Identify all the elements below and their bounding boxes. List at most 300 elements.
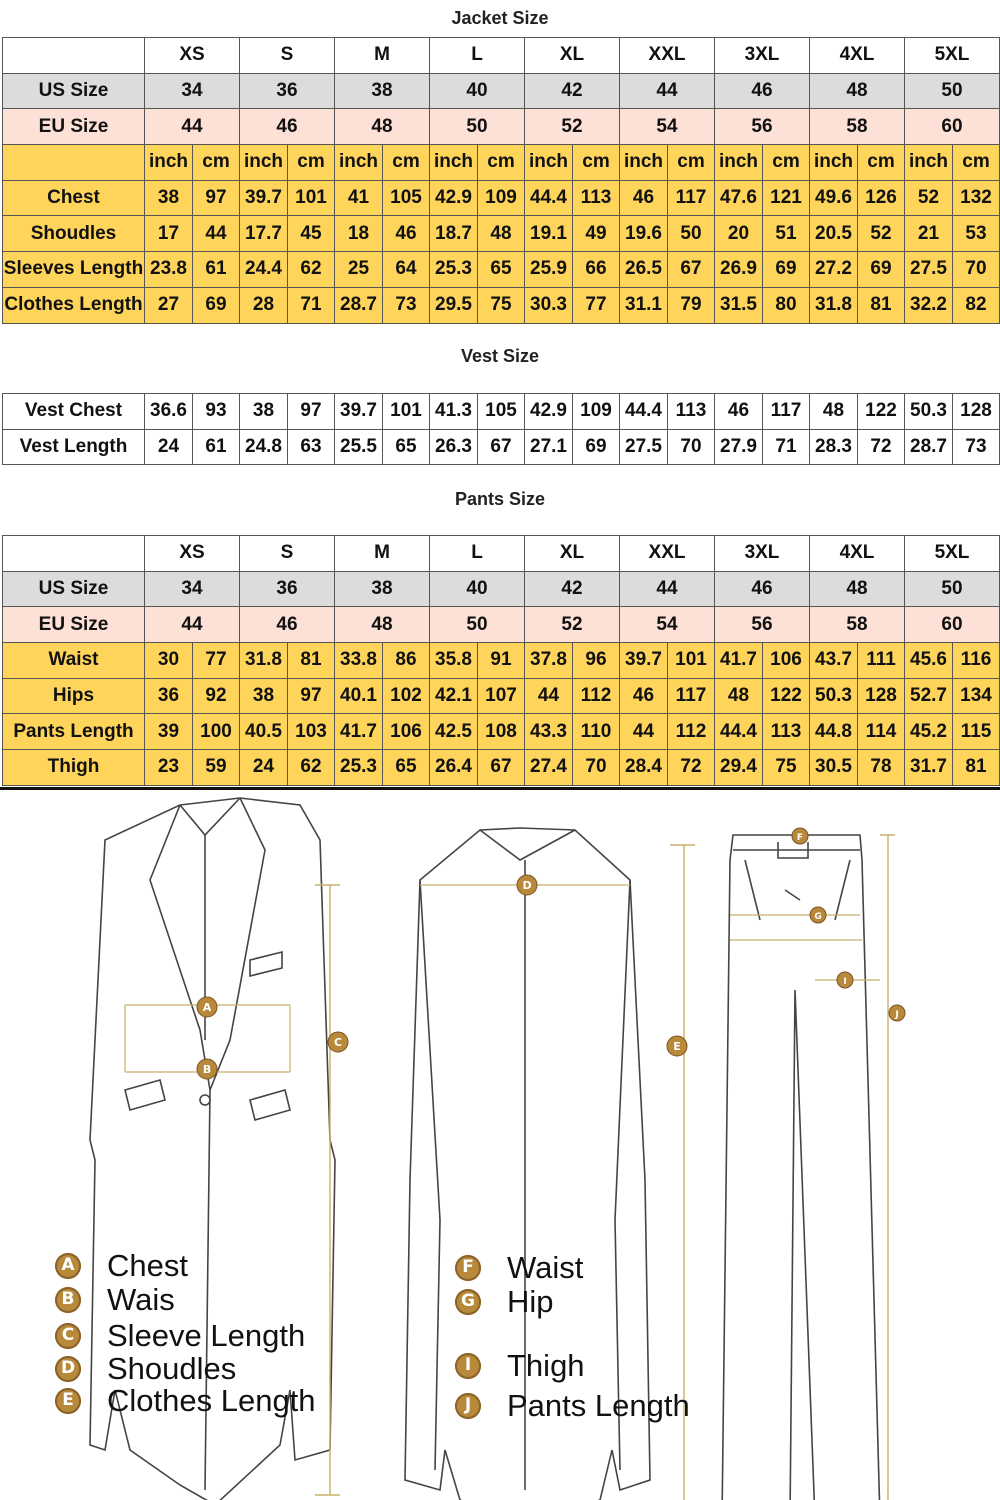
unit-header: cm bbox=[288, 145, 335, 181]
measurement-cell: 31.8 bbox=[240, 643, 288, 679]
measurement-cell: 38 bbox=[145, 180, 193, 216]
size-header: XS bbox=[145, 38, 240, 74]
measurement-cell: 46 bbox=[383, 216, 430, 252]
measurement-cell: 35.8 bbox=[430, 643, 478, 679]
svg-text:B: B bbox=[202, 1063, 212, 1076]
eu-size-cell: 54 bbox=[620, 607, 715, 643]
measurement-cell: 67 bbox=[668, 252, 715, 288]
measurement-cell: 81 bbox=[953, 750, 1000, 786]
measurement-cell: 62 bbox=[288, 750, 335, 786]
units-label-cell bbox=[3, 145, 145, 181]
measurement-cell: 86 bbox=[383, 643, 430, 679]
legend-item-d: D Shoudles bbox=[55, 1353, 236, 1384]
measurement-cell: 19.6 bbox=[620, 216, 668, 252]
measurement-cell: 53 bbox=[953, 216, 1000, 252]
us-size-cell: 46 bbox=[715, 571, 810, 607]
row-label: Vest Length bbox=[3, 429, 145, 465]
measurement-cell: 101 bbox=[288, 180, 335, 216]
measurement-cell: 70 bbox=[668, 429, 715, 465]
measurement-cell: 73 bbox=[383, 287, 430, 323]
measurement-cell: 117 bbox=[668, 678, 715, 714]
row-label: US Size bbox=[3, 73, 145, 109]
size-header: XL bbox=[525, 536, 620, 572]
row-label: Clothes Length bbox=[3, 287, 145, 323]
unit-header: inch bbox=[620, 145, 668, 181]
measurement-cell: 64 bbox=[383, 252, 430, 288]
measurement-cell: 45.6 bbox=[905, 643, 953, 679]
measurement-cell: 36 bbox=[145, 678, 193, 714]
measurement-cell: 51 bbox=[763, 216, 810, 252]
legend-item-f: F Waist bbox=[455, 1252, 583, 1283]
measurement-cell: 109 bbox=[478, 180, 525, 216]
legend-item-a: A Chest bbox=[55, 1250, 188, 1281]
measurement-cell: 44 bbox=[620, 714, 668, 750]
measurement-cell: 39.7 bbox=[240, 180, 288, 216]
measurement-cell: 31.1 bbox=[620, 287, 668, 323]
measurement-cell: 62 bbox=[288, 252, 335, 288]
measurement-cell: 101 bbox=[668, 643, 715, 679]
measurement-cell: 42.9 bbox=[525, 394, 573, 430]
measurement-cell: 117 bbox=[763, 394, 810, 430]
eu-size-cell: 50 bbox=[430, 607, 525, 643]
size-header: 3XL bbox=[715, 536, 810, 572]
unit-header: inch bbox=[905, 145, 953, 181]
measurement-cell: 80 bbox=[763, 287, 810, 323]
measurement-cell: 45 bbox=[288, 216, 335, 252]
measurement-cell: 66 bbox=[573, 252, 620, 288]
jacket-back-drawing bbox=[405, 828, 695, 1500]
measurement-cell: 44 bbox=[193, 216, 240, 252]
measurement-cell: 36.6 bbox=[145, 394, 193, 430]
measurement-cell: 39.7 bbox=[335, 394, 383, 430]
measurement-cell: 43.7 bbox=[810, 643, 858, 679]
unit-header: inch bbox=[335, 145, 383, 181]
marker-f bbox=[792, 828, 808, 844]
size-header: XS bbox=[145, 536, 240, 572]
us-size-cell: 40 bbox=[430, 73, 525, 109]
unit-header: cm bbox=[953, 145, 1000, 181]
svg-text:I: I bbox=[843, 977, 847, 987]
measurement-cell: 117 bbox=[668, 180, 715, 216]
measurement-cell: 30.3 bbox=[525, 287, 573, 323]
us-size-cell: 50 bbox=[905, 571, 1000, 607]
marker-b bbox=[197, 1059, 217, 1079]
measurement-cell: 25 bbox=[335, 252, 383, 288]
measurement-cell: 42.9 bbox=[430, 180, 478, 216]
measurement-cell: 27.5 bbox=[905, 252, 953, 288]
svg-text:C: C bbox=[333, 1036, 343, 1049]
measurement-cell: 65 bbox=[478, 252, 525, 288]
measurement-cell: 70 bbox=[953, 252, 1000, 288]
row-label: Sleeves Length bbox=[3, 252, 145, 288]
unit-header: inch bbox=[240, 145, 288, 181]
measurement-cell: 105 bbox=[478, 394, 525, 430]
measurement-cell: 27 bbox=[145, 287, 193, 323]
us-size-cell: 34 bbox=[145, 571, 240, 607]
measurement-cell: 61 bbox=[193, 429, 240, 465]
measurement-cell: 114 bbox=[858, 714, 905, 750]
measurement-cell: 27.9 bbox=[715, 429, 763, 465]
measurement-cell: 41 bbox=[335, 180, 383, 216]
measurement-cell: 69 bbox=[573, 429, 620, 465]
measurement-cell: 24.4 bbox=[240, 252, 288, 288]
measurement-cell: 63 bbox=[288, 429, 335, 465]
unit-header: cm bbox=[668, 145, 715, 181]
measurement-cell: 46 bbox=[620, 180, 668, 216]
unit-header: inch bbox=[430, 145, 478, 181]
measurement-cell: 44.4 bbox=[525, 180, 573, 216]
marker-c bbox=[328, 1032, 348, 1052]
measurement-cell: 128 bbox=[953, 394, 1000, 430]
measurement-cell: 48 bbox=[810, 394, 858, 430]
size-header: 4XL bbox=[810, 38, 905, 74]
measurement-cell: 61 bbox=[193, 252, 240, 288]
pants-size-table bbox=[2, 535, 1000, 786]
measurement-cell: 27.4 bbox=[525, 750, 573, 786]
measurement-cell: 69 bbox=[193, 287, 240, 323]
measurement-cell: 47.6 bbox=[715, 180, 763, 216]
unit-header: inch bbox=[715, 145, 763, 181]
row-label: EU Size bbox=[3, 607, 145, 643]
measurement-cell: 25.3 bbox=[430, 252, 478, 288]
row-label: Vest Chest bbox=[3, 394, 145, 430]
measurement-cell: 28.7 bbox=[335, 287, 383, 323]
measurement-cell: 108 bbox=[478, 714, 525, 750]
measurement-cell: 121 bbox=[763, 180, 810, 216]
vest-size-table bbox=[2, 393, 1000, 465]
size-header: XL bbox=[525, 38, 620, 74]
measurement-cell: 115 bbox=[953, 714, 1000, 750]
measurement-cell: 28.7 bbox=[905, 429, 953, 465]
measurement-cell: 132 bbox=[953, 180, 1000, 216]
measurement-cell: 18.7 bbox=[430, 216, 478, 252]
measurement-cell: 28 bbox=[240, 287, 288, 323]
measurement-cell: 97 bbox=[193, 180, 240, 216]
measurement-cell: 17 bbox=[145, 216, 193, 252]
pants-size-title: Pants Size bbox=[454, 489, 546, 509]
eu-size-cell: 46 bbox=[240, 109, 335, 145]
us-size-cell: 38 bbox=[335, 571, 430, 607]
measurement-cell: 26.5 bbox=[620, 252, 668, 288]
measurement-cell: 52.7 bbox=[905, 678, 953, 714]
row-label: Pants Length bbox=[3, 714, 145, 750]
measurement-cell: 24 bbox=[240, 750, 288, 786]
row-label: US Size bbox=[3, 571, 145, 607]
eu-size-cell: 60 bbox=[905, 607, 1000, 643]
measurement-cell: 40.5 bbox=[240, 714, 288, 750]
measurement-cell: 42.5 bbox=[430, 714, 478, 750]
us-size-cell: 50 bbox=[905, 73, 1000, 109]
pants-drawing bbox=[722, 835, 895, 1500]
eu-size-cell: 54 bbox=[620, 109, 715, 145]
measurement-cell: 30.5 bbox=[810, 750, 858, 786]
measurement-cell: 25.5 bbox=[335, 429, 383, 465]
measurement-cell: 44.4 bbox=[620, 394, 668, 430]
measurement-cell: 50.3 bbox=[810, 678, 858, 714]
marker-j bbox=[889, 1005, 905, 1021]
measurement-cell: 44.8 bbox=[810, 714, 858, 750]
measurement-cell: 112 bbox=[573, 678, 620, 714]
measurement-cell: 81 bbox=[858, 287, 905, 323]
measurement-cell: 78 bbox=[858, 750, 905, 786]
measurement-cell: 38 bbox=[240, 394, 288, 430]
measurement-cell: 42.1 bbox=[430, 678, 478, 714]
measurement-cell: 32.2 bbox=[905, 287, 953, 323]
corner-cell bbox=[3, 536, 145, 572]
measurement-cell: 112 bbox=[668, 714, 715, 750]
measurement-cell: 48 bbox=[478, 216, 525, 252]
measurement-cell: 97 bbox=[288, 678, 335, 714]
size-header: 3XL bbox=[715, 38, 810, 74]
measurement-cell: 23 bbox=[145, 750, 193, 786]
eu-size-cell: 48 bbox=[335, 109, 430, 145]
row-label: Hips bbox=[3, 678, 145, 714]
us-size-cell: 36 bbox=[240, 73, 335, 109]
size-header: S bbox=[240, 38, 335, 74]
marker-d bbox=[517, 875, 537, 895]
size-header: L bbox=[430, 536, 525, 572]
measurement-cell: 105 bbox=[383, 180, 430, 216]
measurement-cell: 20.5 bbox=[810, 216, 858, 252]
jacket-size-table bbox=[2, 37, 1000, 324]
us-size-cell: 36 bbox=[240, 571, 335, 607]
us-size-cell: 44 bbox=[620, 571, 715, 607]
eu-size-cell: 50 bbox=[430, 109, 525, 145]
legend-item-i: I Thigh bbox=[455, 1350, 585, 1381]
measurement-cell: 92 bbox=[193, 678, 240, 714]
eu-size-cell: 52 bbox=[525, 109, 620, 145]
measurement-cell: 17.7 bbox=[240, 216, 288, 252]
measurement-cell: 41.3 bbox=[430, 394, 478, 430]
svg-text:A: A bbox=[202, 1001, 212, 1014]
measurement-cell: 65 bbox=[383, 429, 430, 465]
garment-diagram bbox=[0, 790, 1000, 1500]
row-label: Waist bbox=[3, 643, 145, 679]
us-size-cell: 42 bbox=[525, 571, 620, 607]
measurement-cell: 49.6 bbox=[810, 180, 858, 216]
measurement-cell: 106 bbox=[763, 643, 810, 679]
measurement-cell: 126 bbox=[858, 180, 905, 216]
marker-g bbox=[810, 907, 826, 923]
measurement-cell: 122 bbox=[763, 678, 810, 714]
measurement-cell: 75 bbox=[478, 287, 525, 323]
measurement-cell: 71 bbox=[763, 429, 810, 465]
measurement-cell: 102 bbox=[383, 678, 430, 714]
measurement-cell: 30 bbox=[145, 643, 193, 679]
size-header: 5XL bbox=[905, 536, 1000, 572]
measurement-cell: 46 bbox=[620, 678, 668, 714]
size-header: M bbox=[335, 536, 430, 572]
measurement-cell: 91 bbox=[478, 643, 525, 679]
measurement-cell: 97 bbox=[288, 394, 335, 430]
size-header: XXL bbox=[620, 38, 715, 74]
eu-size-cell: 44 bbox=[145, 109, 240, 145]
measurement-cell: 113 bbox=[668, 394, 715, 430]
us-size-cell: 34 bbox=[145, 73, 240, 109]
measurement-cell: 27.2 bbox=[810, 252, 858, 288]
measurement-cell: 52 bbox=[905, 180, 953, 216]
measurement-cell: 26.9 bbox=[715, 252, 763, 288]
marker-i bbox=[837, 972, 853, 988]
measurement-cell: 50.3 bbox=[905, 394, 953, 430]
measurement-cell: 101 bbox=[383, 394, 430, 430]
measurement-cell: 69 bbox=[858, 252, 905, 288]
measurement-cell: 69 bbox=[763, 252, 810, 288]
measurement-cell: 43.3 bbox=[525, 714, 573, 750]
legend-item-b: B Wais bbox=[55, 1284, 175, 1315]
legend-item-c: C Sleeve Length bbox=[55, 1320, 305, 1351]
unit-header: cm bbox=[383, 145, 430, 181]
measurement-cell: 45.2 bbox=[905, 714, 953, 750]
measurement-cell: 82 bbox=[953, 287, 1000, 323]
measurement-cell: 41.7 bbox=[335, 714, 383, 750]
measurement-cell: 29.5 bbox=[430, 287, 478, 323]
measurement-cell: 67 bbox=[478, 750, 525, 786]
measurement-cell: 25.3 bbox=[335, 750, 383, 786]
measurement-cell: 75 bbox=[763, 750, 810, 786]
measurement-cell: 107 bbox=[478, 678, 525, 714]
measurement-cell: 49 bbox=[573, 216, 620, 252]
measurement-cell: 72 bbox=[668, 750, 715, 786]
us-size-cell: 38 bbox=[335, 73, 430, 109]
measurement-cell: 20 bbox=[715, 216, 763, 252]
measurement-cell: 19.1 bbox=[525, 216, 573, 252]
eu-size-cell: 46 bbox=[240, 607, 335, 643]
measurement-cell: 96 bbox=[573, 643, 620, 679]
measurement-cell: 46 bbox=[715, 394, 763, 430]
legend-item-e: E Clothes Length bbox=[55, 1385, 316, 1416]
measurement-cell: 65 bbox=[383, 750, 430, 786]
eu-size-cell: 60 bbox=[905, 109, 1000, 145]
row-label: Shoudles bbox=[3, 216, 145, 252]
eu-size-cell: 58 bbox=[810, 109, 905, 145]
measurement-cell: 31.8 bbox=[810, 287, 858, 323]
measurement-cell: 39 bbox=[145, 714, 193, 750]
measurement-cell: 73 bbox=[953, 429, 1000, 465]
measurement-cell: 27.5 bbox=[620, 429, 668, 465]
measurement-cell: 116 bbox=[953, 643, 1000, 679]
measurement-cell: 41.7 bbox=[715, 643, 763, 679]
measurement-cell: 77 bbox=[193, 643, 240, 679]
svg-text:J: J bbox=[895, 1010, 899, 1020]
measurement-cell: 128 bbox=[858, 678, 905, 714]
size-header: L bbox=[430, 38, 525, 74]
eu-size-cell: 52 bbox=[525, 607, 620, 643]
size-header: M bbox=[335, 38, 430, 74]
legend-item-g: G Hip bbox=[455, 1286, 554, 1317]
measurement-cell: 59 bbox=[193, 750, 240, 786]
size-header: 4XL bbox=[810, 536, 905, 572]
measurement-cell: 67 bbox=[478, 429, 525, 465]
measurement-cell: 113 bbox=[763, 714, 810, 750]
size-header: 5XL bbox=[905, 38, 1000, 74]
corner-cell bbox=[3, 38, 145, 74]
vest-size-title: Vest Size bbox=[460, 346, 540, 366]
svg-text:F: F bbox=[796, 833, 804, 843]
unit-header: inch bbox=[810, 145, 858, 181]
measurement-cell: 48 bbox=[715, 678, 763, 714]
measurement-cell: 39.7 bbox=[620, 643, 668, 679]
measurement-cell: 81 bbox=[288, 643, 335, 679]
unit-header: cm bbox=[478, 145, 525, 181]
measurement-cell: 79 bbox=[668, 287, 715, 323]
eu-size-cell: 48 bbox=[335, 607, 430, 643]
measurement-cell: 24.8 bbox=[240, 429, 288, 465]
measurement-cell: 23.8 bbox=[145, 252, 193, 288]
measurement-cell: 31.5 bbox=[715, 287, 763, 323]
measurement-cell: 113 bbox=[573, 180, 620, 216]
eu-size-cell: 58 bbox=[810, 607, 905, 643]
size-header: S bbox=[240, 536, 335, 572]
unit-header: cm bbox=[573, 145, 620, 181]
measurement-cell: 93 bbox=[193, 394, 240, 430]
measurement-cell: 100 bbox=[193, 714, 240, 750]
us-size-cell: 40 bbox=[430, 571, 525, 607]
measurement-cell: 50 bbox=[668, 216, 715, 252]
measurement-cell: 44 bbox=[525, 678, 573, 714]
measurement-cell: 25.9 bbox=[525, 252, 573, 288]
measurement-cell: 109 bbox=[573, 394, 620, 430]
measurement-cell: 18 bbox=[335, 216, 383, 252]
legend-item-j: J Pants Length bbox=[455, 1390, 690, 1421]
measurement-cell: 122 bbox=[858, 394, 905, 430]
measurement-cell: 111 bbox=[858, 643, 905, 679]
us-size-cell: 44 bbox=[620, 73, 715, 109]
measurement-cell: 27.1 bbox=[525, 429, 573, 465]
unit-header: cm bbox=[858, 145, 905, 181]
unit-header: cm bbox=[763, 145, 810, 181]
measurement-cell: 38 bbox=[240, 678, 288, 714]
svg-text:G: G bbox=[814, 912, 822, 922]
jacket-front-drawing bbox=[90, 798, 343, 1500]
measurement-cell: 106 bbox=[383, 714, 430, 750]
svg-text:D: D bbox=[522, 879, 532, 892]
unit-header: inch bbox=[525, 145, 573, 181]
measurement-cell: 33.8 bbox=[335, 643, 383, 679]
marker-e bbox=[667, 1036, 687, 1056]
measurement-cell: 72 bbox=[858, 429, 905, 465]
row-label: Thigh bbox=[3, 750, 145, 786]
eu-size-cell: 56 bbox=[715, 109, 810, 145]
us-size-cell: 42 bbox=[525, 73, 620, 109]
measurement-cell: 26.3 bbox=[430, 429, 478, 465]
measurement-cell: 24 bbox=[145, 429, 193, 465]
measurement-cell: 134 bbox=[953, 678, 1000, 714]
size-header: XXL bbox=[620, 536, 715, 572]
row-label: Chest bbox=[3, 180, 145, 216]
us-size-cell: 48 bbox=[810, 571, 905, 607]
marker-a bbox=[197, 997, 217, 1017]
measurement-cell: 31.7 bbox=[905, 750, 953, 786]
eu-size-cell: 56 bbox=[715, 607, 810, 643]
measurement-cell: 28.4 bbox=[620, 750, 668, 786]
measurement-cell: 70 bbox=[573, 750, 620, 786]
svg-text:E: E bbox=[673, 1040, 681, 1053]
unit-header: cm bbox=[193, 145, 240, 181]
us-size-cell: 48 bbox=[810, 73, 905, 109]
row-label: EU Size bbox=[3, 109, 145, 145]
measurement-cell: 44.4 bbox=[715, 714, 763, 750]
measurement-cell: 28.3 bbox=[810, 429, 858, 465]
measurement-cell: 21 bbox=[905, 216, 953, 252]
jacket-size-title: Jacket Size bbox=[451, 8, 549, 28]
measurement-cell: 71 bbox=[288, 287, 335, 323]
measurement-cell: 40.1 bbox=[335, 678, 383, 714]
measurement-cell: 110 bbox=[573, 714, 620, 750]
eu-size-cell: 44 bbox=[145, 607, 240, 643]
measurement-cell: 29.4 bbox=[715, 750, 763, 786]
measurement-cell: 37.8 bbox=[525, 643, 573, 679]
